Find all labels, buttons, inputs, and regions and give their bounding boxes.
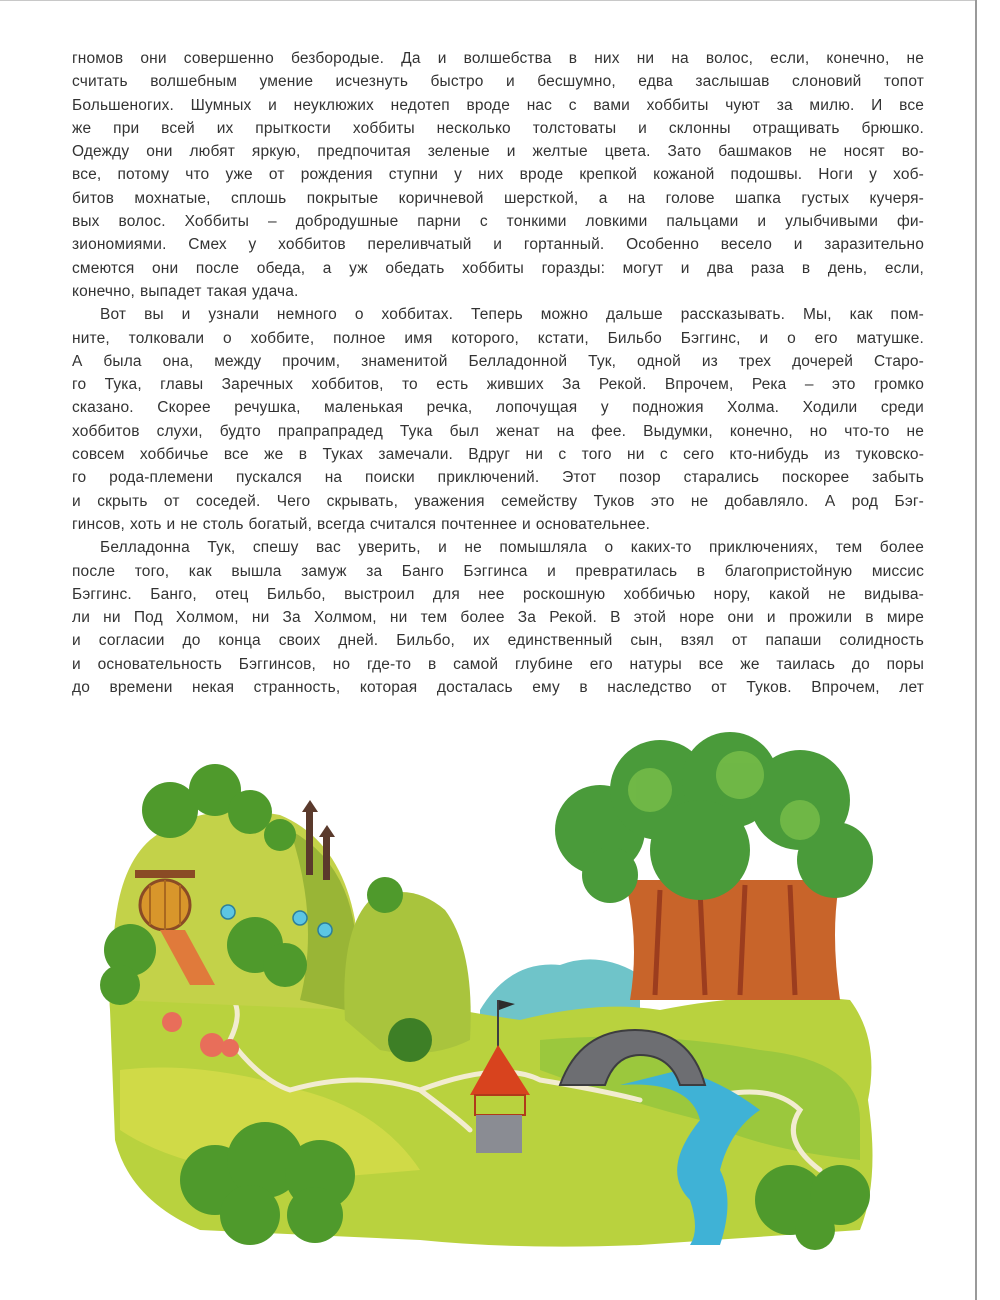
stairs <box>160 930 215 985</box>
text-line: ните, толковали о хоббите, полное имя которого, кстати, Бильбо Бэггинс, и о его матушке. <box>72 329 924 347</box>
text-line: битов мохнатые, сплошь покрытые коричневой шерсткой, а на голове шапка густых кучеря- <box>72 189 924 207</box>
well-tower <box>470 1000 530 1153</box>
text-line: А была она, между прочим, знаменитой Белладонной Тук, одной из трех дочерей Старо- <box>72 352 924 370</box>
text-line: Большеногих. Шумных и неуклюжих недотеп вроде нас с вами хоббиты чуют за милю. И все <box>72 96 924 114</box>
round-door <box>140 880 190 930</box>
book-text <box>72 47 924 699</box>
hobbit-hill <box>113 811 356 1010</box>
text-line: хоббитов слухи, будто прапрапрадед Тука был женат на фее. Выдумки, конечно, но что-то не <box>72 422 924 440</box>
paragraph-1 <box>72 47 924 303</box>
hill-shadow <box>290 830 356 1010</box>
trunk-streaks <box>655 885 795 995</box>
text-line: конечно, выпадет такая удача. <box>72 282 299 300</box>
bush <box>367 877 403 913</box>
winding-path <box>215 985 820 1170</box>
text-line: после того, как вышла замуж за Банго Бэггинса и превратилась в благопристойную миссис <box>72 562 924 580</box>
bottom-left-bushes <box>180 1122 355 1245</box>
red-tents <box>162 1012 239 1057</box>
blue-hills <box>480 959 640 1040</box>
hill-bushes <box>100 764 307 1005</box>
door-planks <box>150 880 180 930</box>
meadow-shading <box>540 1037 860 1160</box>
text-line: Бэггинс. Банго, отец Бильбо, выстроил для нее роскошную хоббичью нору, какой не видыва- <box>72 585 924 603</box>
meadow-ground <box>110 960 873 1247</box>
bottom-right-bushes <box>755 1165 870 1250</box>
river <box>620 1070 760 1245</box>
meadow-shading <box>120 1068 420 1181</box>
text-line: ли ни Под Холмом, ни За Холмом, ни тем более За Рекой. В этой норе они и прожили в мире <box>72 609 924 627</box>
text-line: считать волшебным умение исчезнуть быстро и бесшумно, едва заслышав слоновий топот <box>72 73 924 91</box>
text-line: и основательность Бэггинсов, но где-то в самой глубине его натуры все же таилась до поры <box>72 655 924 673</box>
text-line: все, потому что уже от рождения ступни у них вроде крепкой кожаной подошвы. Ноги у хоб- <box>72 166 924 184</box>
paragraph-3 <box>72 536 924 699</box>
text-line: и согласии до конца своих дней. Бильбо, их единственный сын, взял от папаши солидность <box>72 632 924 650</box>
text-line: же при всей их прыткости хоббиты несколько толстоваты и склонны отращивать брюшко. <box>72 119 924 137</box>
bush <box>388 1018 432 1062</box>
text-line: гномов они совершенно безбородые. Да и волшебства в них ни на волос, если, конечно, не <box>72 50 924 67</box>
text-line: сказано. Скорее речушка, маленькая речка, лопочущая у подножия Холма. Ходили среди <box>72 399 924 417</box>
stone-bridge <box>560 1030 705 1085</box>
text-line: го Тука, главы Заречных хоббитов, то есть живших За Рекой. Впрочем, Река – это громко <box>72 376 924 394</box>
chimneys <box>302 800 335 880</box>
round-windows <box>221 905 453 1000</box>
tree-canopy <box>555 732 873 903</box>
canopy-highlights <box>628 751 820 840</box>
text-line: зиономиями. Смех у хоббитов переливчатый и гортанный. Особенно весело и заразительно <box>72 236 924 254</box>
tree-trunk <box>625 880 840 1000</box>
paragraph-2 <box>72 303 924 536</box>
text-line: гинсов, хоть и не столь богатый, всегда считался почтеннее и основательнее. <box>72 515 651 533</box>
text-line: и скрыть от соседей. Чего скрывать, уважения семейству Туков это не добавляло. А род Бэг- <box>72 492 924 510</box>
text-line: до времени некая странность, которая досталась ему в наследство от Туков. Впрочем, лет <box>72 679 924 697</box>
text-line: Вот вы и узнали немного о хоббитах. Теперь можно дальше рассказывать. Мы, как пом- <box>100 306 924 324</box>
text-line: вых волос. Хоббиты – добродушные парни с тонкими ловкими пальцами и улыбчивыми фи- <box>72 213 924 231</box>
text-line: го рода-племени пускался на поиски приключений. Этот позор старались поскорее забыть <box>72 469 924 487</box>
text-line: Одежду они любят яркую, предпочитая зеленые и желтые цвета. Зато башмаков не носят во- <box>72 143 924 161</box>
text-line: совсем хоббичье все же в Туках замечали. Вдруг ни с того ни с сего кто-нибудь из туковско- <box>72 446 924 464</box>
door-lintel <box>135 870 195 878</box>
page-top-edge <box>0 0 976 1</box>
page-right-edge <box>975 0 977 1300</box>
second-hill <box>344 892 470 1053</box>
text-line: смеются они после обеда, а уж обедать хоббиты горазды: могут и два раза в день, если, <box>72 259 924 277</box>
text-line: Белладонна Тук, спешу вас уверить, и не помышляла о каких-то приключениях, тем более <box>100 539 924 557</box>
